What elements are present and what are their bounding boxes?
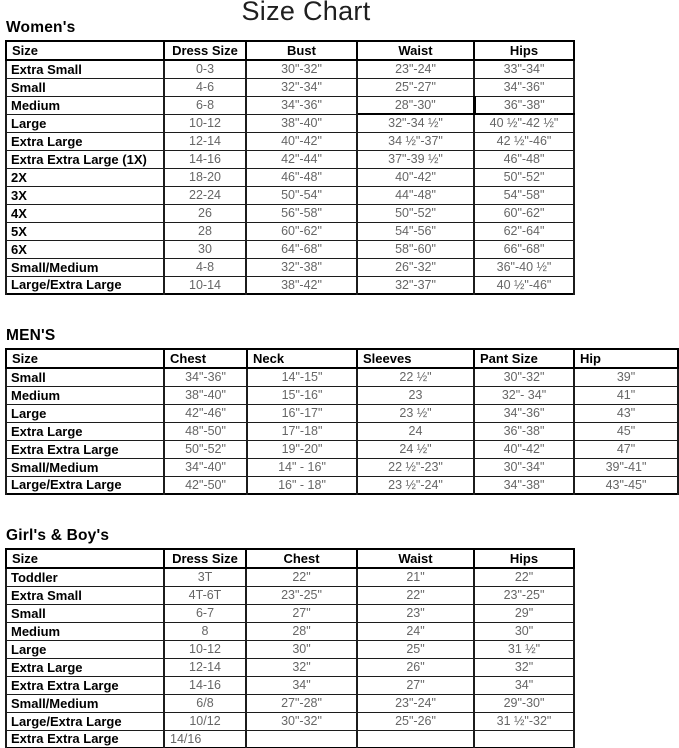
value-cell: 50"-54" [246, 186, 357, 204]
value-cell: 23"-25" [246, 586, 357, 604]
value-cell: 23" [357, 604, 474, 622]
table-row [6, 476, 678, 494]
value-cell: 30 [164, 240, 246, 258]
value-cell: 14-16 [164, 150, 246, 168]
value-cell: 19"-20" [247, 440, 357, 458]
value-cell: 54"-58" [474, 186, 574, 204]
value-cell: 40 ½"-42 ½" [474, 114, 574, 132]
size-label-cell: Large [6, 114, 164, 132]
value-cell: 6-7 [164, 604, 246, 622]
value-cell: 27"-28" [246, 694, 357, 712]
value-cell: 23 ½"-24" [357, 476, 474, 494]
value-cell: 16"-17" [247, 404, 357, 422]
table-row [6, 604, 574, 622]
size-label-cell: Small/Medium [6, 458, 164, 476]
table-row [6, 114, 574, 132]
table-row [6, 78, 574, 96]
value-cell: 44"-48" [357, 186, 474, 204]
value-cell: 10-14 [164, 276, 246, 294]
value-cell: 50"-52" [164, 440, 247, 458]
value-cell: 10-12 [164, 114, 246, 132]
size-label-cell: Extra Extra Large (1X) [6, 150, 164, 168]
value-cell: 50"-52" [357, 204, 474, 222]
size-label-cell: Small/Medium [6, 694, 164, 712]
value-cell: 6-8 [164, 96, 246, 114]
value-cell: 47" [574, 440, 678, 458]
size-label-cell: Medium [6, 622, 164, 640]
value-cell: 43" [574, 404, 678, 422]
value-cell: 4T-6T [164, 586, 246, 604]
value-cell: 15"-16" [247, 386, 357, 404]
value-cell: 23"-25" [474, 586, 574, 604]
column-header: Bust [246, 41, 357, 60]
column-header: Size [6, 41, 164, 60]
value-cell: 36"-40 ½" [474, 258, 574, 276]
size-label-cell: Toddler [6, 568, 164, 586]
value-cell [246, 730, 357, 748]
value-cell: 48"-50" [164, 422, 247, 440]
table-row [6, 96, 574, 114]
value-cell: 34 ½"-37" [357, 132, 474, 150]
size-label-cell: Small [6, 604, 164, 622]
size-label-cell: 6X [6, 240, 164, 258]
value-cell: 42"-50" [164, 476, 247, 494]
value-cell: 38"-42" [246, 276, 357, 294]
value-cell: 28" [246, 622, 357, 640]
value-cell: 26"-32" [357, 258, 474, 276]
table-row [6, 568, 574, 586]
value-cell: 34"-40" [164, 458, 247, 476]
mens-size-table [5, 348, 679, 495]
value-cell: 24" [357, 622, 474, 640]
table-row [6, 586, 574, 604]
value-cell: 24 ½" [357, 440, 474, 458]
value-cell: 34"-36" [246, 96, 357, 114]
value-cell: 34" [246, 676, 357, 694]
value-cell: 0-3 [164, 60, 246, 78]
table-row [6, 404, 678, 422]
table-row [6, 712, 574, 730]
value-cell: 36"-38" [474, 96, 574, 114]
value-cell: 39"-41" [574, 458, 678, 476]
size-label-cell: 5X [6, 222, 164, 240]
value-cell: 40"-42" [357, 168, 474, 186]
womens-size-table [5, 40, 575, 295]
column-header: Sleeves [357, 349, 474, 368]
size-label-cell: Large [6, 640, 164, 658]
value-cell: 38"-40" [246, 114, 357, 132]
value-cell: 30"-32" [474, 368, 574, 386]
table-row [6, 186, 574, 204]
value-cell: 45" [574, 422, 678, 440]
value-cell: 39" [574, 368, 678, 386]
column-header: Dress Size [164, 41, 246, 60]
column-header: Dress Size [164, 549, 246, 568]
value-cell: 32"-38" [246, 258, 357, 276]
value-cell: 23"-24" [357, 694, 474, 712]
size-label-cell: Extra Extra Large [6, 730, 164, 748]
table-row [6, 622, 574, 640]
value-cell: 34"-38" [474, 476, 574, 494]
value-cell: 30"-32" [246, 712, 357, 730]
value-cell: 25"-26" [357, 712, 474, 730]
value-cell: 22 ½"-23" [357, 458, 474, 476]
value-cell: 42"-46" [164, 404, 247, 422]
size-label-cell: Extra Small [6, 60, 164, 78]
value-cell: 33"-34" [474, 60, 574, 78]
value-cell: 60"-62" [246, 222, 357, 240]
size-label-cell: Large/Extra Large [6, 276, 164, 294]
value-cell: 27" [246, 604, 357, 622]
table-row [6, 658, 574, 676]
value-cell: 21" [357, 568, 474, 586]
value-cell: 14" - 16" [247, 458, 357, 476]
value-cell: 58"-60" [357, 240, 474, 258]
value-cell: 34"-36" [474, 404, 574, 422]
size-label-cell: Extra Large [6, 132, 164, 150]
column-header: Hips [474, 41, 574, 60]
value-cell: 36"-38" [474, 422, 574, 440]
table-row [6, 150, 574, 168]
value-cell: 64"-68" [246, 240, 357, 258]
value-cell: 14/16 [164, 730, 246, 748]
value-cell: 62"-64" [474, 222, 574, 240]
table-row [6, 168, 574, 186]
value-cell: 32"- 34" [474, 386, 574, 404]
value-cell: 17"-18" [247, 422, 357, 440]
value-cell: 42"-44" [246, 150, 357, 168]
value-cell: 32" [474, 658, 574, 676]
column-header: Size [6, 349, 164, 368]
size-label-cell: Small [6, 368, 164, 386]
column-header: Pant Size [474, 349, 574, 368]
table-row [6, 240, 574, 258]
value-cell: 40"-42" [246, 132, 357, 150]
value-cell: 12-14 [164, 132, 246, 150]
value-cell: 41" [574, 386, 678, 404]
size-label-cell: 2X [6, 168, 164, 186]
table-row [6, 368, 678, 386]
value-cell: 26" [357, 658, 474, 676]
value-cell: 6/8 [164, 694, 246, 712]
table-row [6, 132, 574, 150]
value-cell: 23 ½" [357, 404, 474, 422]
value-cell: 40 ½"-46" [474, 276, 574, 294]
value-cell: 14-16 [164, 676, 246, 694]
value-cell: 16" - 18" [247, 476, 357, 494]
value-cell: 28 [164, 222, 246, 240]
value-cell: 23"-24" [357, 60, 474, 78]
column-header: Size [6, 549, 164, 568]
table-row [6, 258, 574, 276]
value-cell: 43"-45" [574, 476, 678, 494]
value-cell: 14"-15" [247, 368, 357, 386]
value-cell: 28"-30" [357, 96, 474, 114]
size-label-cell: Extra Large [6, 422, 164, 440]
value-cell: 54"-56" [357, 222, 474, 240]
table-row [6, 730, 574, 748]
section-heading-mens: MEN'S [6, 327, 56, 344]
value-cell: 25" [357, 640, 474, 658]
size-label-cell: Extra Small [6, 586, 164, 604]
section-heading-girls-boys: Girl's & Boy's [6, 527, 110, 544]
value-cell: 40"-42" [474, 440, 574, 458]
value-cell: 18-20 [164, 168, 246, 186]
table-row [6, 694, 574, 712]
size-label-cell: Medium [6, 96, 164, 114]
value-cell: 30"-32" [246, 60, 357, 78]
value-cell: 25"-27" [357, 78, 474, 96]
size-label-cell: Extra Extra Large [6, 676, 164, 694]
size-label-cell: Large [6, 404, 164, 422]
table-row [6, 386, 678, 404]
table-row [6, 440, 678, 458]
size-label-cell: Large/Extra Large [6, 712, 164, 730]
size-label-cell: Medium [6, 386, 164, 404]
column-header: Waist [357, 41, 474, 60]
value-cell: 27" [357, 676, 474, 694]
value-cell [357, 730, 474, 748]
value-cell: 31 ½"-32" [474, 712, 574, 730]
value-cell: 29" [474, 604, 574, 622]
value-cell: 30" [474, 622, 574, 640]
value-cell: 66"-68" [474, 240, 574, 258]
value-cell: 22" [474, 568, 574, 586]
value-cell: 46"-48" [474, 150, 574, 168]
value-cell: 23 [357, 386, 474, 404]
value-cell: 10/12 [164, 712, 246, 730]
value-cell: 8 [164, 622, 246, 640]
table-row [6, 640, 574, 658]
value-cell: 22" [357, 586, 474, 604]
size-label-cell: Extra Extra Large [6, 440, 164, 458]
value-cell: 42 ½"-46" [474, 132, 574, 150]
table-row [6, 222, 574, 240]
value-cell: 10-12 [164, 640, 246, 658]
header-row [6, 549, 574, 568]
value-cell: 4-6 [164, 78, 246, 96]
value-cell: 34"-36" [164, 368, 247, 386]
value-cell: 34"-36" [474, 78, 574, 96]
value-cell: 32"-34 ½" [357, 114, 474, 132]
value-cell: 37"-39 ½" [357, 150, 474, 168]
size-label-cell: Small/Medium [6, 258, 164, 276]
girls-boys-size-table [5, 548, 575, 748]
column-header: Neck [247, 349, 357, 368]
value-cell: 50"-52" [474, 168, 574, 186]
column-header: Hips [474, 549, 574, 568]
value-cell: 26 [164, 204, 246, 222]
table-row [6, 276, 574, 294]
table-row [6, 458, 678, 476]
size-label-cell: Extra Large [6, 658, 164, 676]
size-label-cell: 3X [6, 186, 164, 204]
value-cell: 46"-48" [246, 168, 357, 186]
value-cell: 22-24 [164, 186, 246, 204]
column-header: Chest [164, 349, 247, 368]
value-cell [474, 730, 574, 748]
value-cell: 29"-30" [474, 694, 574, 712]
value-cell: 34" [474, 676, 574, 694]
table-row [6, 676, 574, 694]
column-header: Chest [246, 549, 357, 568]
value-cell: 31 ½" [474, 640, 574, 658]
page-title: Size Chart [241, 0, 371, 26]
value-cell: 3T [164, 568, 246, 586]
value-cell: 38"-40" [164, 386, 247, 404]
size-label-cell: Small [6, 78, 164, 96]
value-cell: 32"-34" [246, 78, 357, 96]
header-row [6, 41, 574, 60]
value-cell: 30"-34" [474, 458, 574, 476]
value-cell: 32"-37" [357, 276, 474, 294]
header-row [6, 349, 678, 368]
size-label-cell: 4X [6, 204, 164, 222]
value-cell: 24 [357, 422, 474, 440]
table-row [6, 60, 574, 78]
value-cell: 22" [246, 568, 357, 586]
value-cell: 4-8 [164, 258, 246, 276]
table-row [6, 204, 574, 222]
column-header: Waist [357, 549, 474, 568]
table-row [6, 422, 678, 440]
size-label-cell: Large/Extra Large [6, 476, 164, 494]
section-heading-womens: Women's [6, 19, 76, 36]
value-cell: 30" [246, 640, 357, 658]
value-cell: 32" [246, 658, 357, 676]
column-header: Hip [574, 349, 678, 368]
value-cell: 56"-58" [246, 204, 357, 222]
value-cell: 12-14 [164, 658, 246, 676]
value-cell: 22 ½" [357, 368, 474, 386]
value-cell: 60"-62" [474, 204, 574, 222]
